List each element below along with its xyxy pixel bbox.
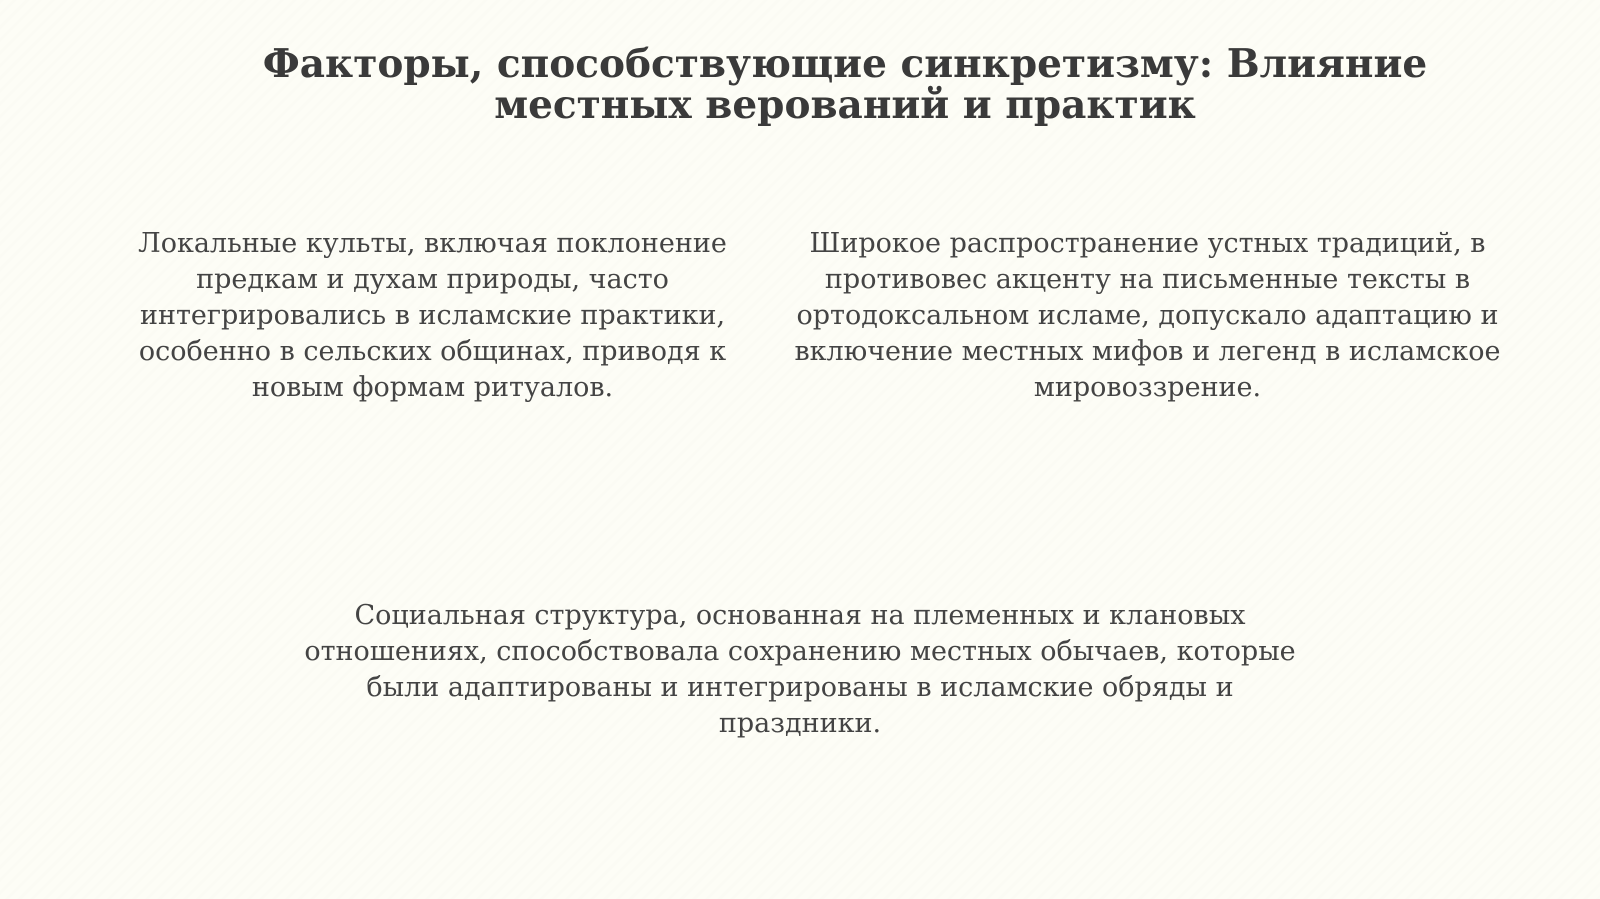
text-block-oral-traditions: Широкое распространение устных традиций, в противовес акценту на письменные тексты в ортодоксальном исламе, допускало адаптацию и включение местных мифов и легенд в исламское мировоззрение. bbox=[794, 228, 1501, 403]
slide-title: Факторы, способствующие синкретизму: Влияние местных верований и практик bbox=[262, 41, 1428, 128]
text-block-social-structure: Социальная структура, основанная на племенных и клановых отношениях, способствовала сохранению местных обычаев, которые были адаптированы и интегрированы в исламские обряды и праздники. bbox=[304, 600, 1296, 739]
text-block-local-cults: Локальные культы, включая поклонение предкам и духам природы, часто интегрировались в исламские практики, особенно в сельских общинах, приводя к новым формам ритуалов. bbox=[138, 228, 727, 403]
